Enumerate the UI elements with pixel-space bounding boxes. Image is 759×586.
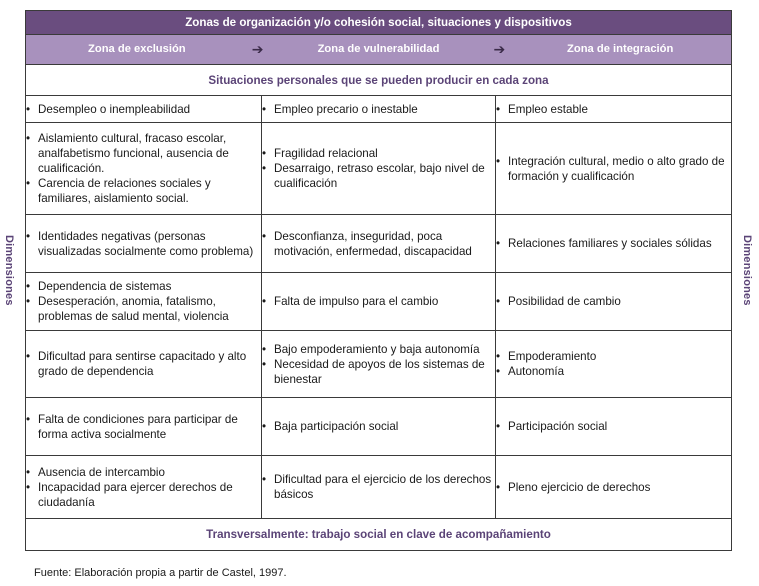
- footer-row: [26, 519, 732, 551]
- list-item: • Posibilidad de cambio: [496, 294, 731, 309]
- bullet-list: [496, 349, 731, 379]
- zone-exclusion: Zona de exclusión: [88, 43, 186, 55]
- list-item: • Empleo estable: [496, 102, 731, 117]
- list-item: • Ausencia de intercambio: [26, 465, 261, 480]
- zones-table: [25, 10, 732, 551]
- list-item: • Baja participación social: [262, 419, 495, 434]
- cell-integration: [496, 273, 732, 331]
- bullet-list: [262, 472, 495, 502]
- cell-vulnerability: [262, 456, 496, 519]
- bullet-list: [496, 419, 731, 434]
- footer-text: Transversalmente: trabajo social en clave de acompañamiento: [26, 519, 732, 551]
- list-item: • Empoderamiento: [496, 349, 731, 364]
- cell-integration: [496, 96, 732, 123]
- list-item: • Integración cultural, medio o alto grado de formación y cualificación: [496, 154, 731, 184]
- table-row: [26, 331, 732, 398]
- list-item: • Carencia de relaciones sociales y familiares, aislamiento social.: [26, 176, 261, 206]
- list-item: • Desarraigo, retraso escolar, bajo nivel de cualificación: [262, 161, 495, 191]
- cell-exclusion: [26, 398, 262, 456]
- cell-exclusion: [26, 456, 262, 519]
- list-item: • Bajo empoderamiento y baja autonomía: [262, 342, 495, 357]
- list-item: • Participación social: [496, 419, 731, 434]
- cell-integration: [496, 331, 732, 398]
- table-row: [26, 398, 732, 456]
- list-item: • Necesidad de apoyos de los sistemas de bienestar: [262, 357, 495, 387]
- bullet-list: [496, 294, 731, 309]
- side-label-left: [2, 140, 16, 400]
- bullet-list: [26, 412, 261, 442]
- table-row: [26, 215, 732, 273]
- subheader: Situaciones personales que se pueden producir en cada zona: [26, 65, 732, 96]
- table-row: [26, 123, 732, 215]
- title-row: [26, 11, 732, 35]
- list-item: • Identidades negativas (personas visualizadas socialmente como problema): [26, 229, 261, 259]
- bullet-list: [262, 419, 495, 434]
- list-item: • Desesperación, anomia, fatalismo, problemas de salud mental, violencia: [26, 294, 261, 324]
- cell-integration: [496, 456, 732, 519]
- list-item: • Fragilidad relacional: [262, 146, 495, 161]
- list-item: • Relaciones familiares y sociales sólidas: [496, 236, 731, 251]
- side-label-left-text: Dimensiones: [3, 234, 15, 306]
- arrow-right-icon: ➔: [493, 41, 506, 57]
- bullet-list: [26, 349, 261, 379]
- cell-vulnerability: [262, 273, 496, 331]
- cell-vulnerability: [262, 96, 496, 123]
- arrow-right-icon: ➔: [251, 41, 264, 57]
- table-row: [26, 456, 732, 519]
- subheader-row: [26, 65, 732, 96]
- list-item: • Falta de condiciones para participar de forma activa socialmente: [26, 412, 261, 442]
- cell-vulnerability: [262, 123, 496, 215]
- table-row: [26, 273, 732, 331]
- bullet-list: [496, 154, 731, 184]
- bullet-list: [262, 342, 495, 387]
- table-title: Zonas de organización y/o cohesión social, situaciones y dispositivos: [26, 11, 732, 35]
- cell-exclusion: [26, 215, 262, 273]
- bullet-list: [26, 279, 261, 324]
- cell-vulnerability: [262, 215, 496, 273]
- cell-exclusion: [26, 123, 262, 215]
- cell-exclusion: [26, 273, 262, 331]
- zone-integration: Zona de integración: [567, 43, 674, 55]
- bullet-list: [496, 236, 731, 251]
- bullet-list: [26, 102, 261, 117]
- bullet-list: [262, 229, 495, 259]
- list-item: • Aislamiento cultural, fracaso escolar, analfabetismo funcional, ausencia de cualificación.: [26, 131, 261, 176]
- cell-integration: [496, 215, 732, 273]
- bullet-list: [496, 480, 731, 495]
- bullet-list: [26, 465, 261, 510]
- cell-exclusion: [26, 331, 262, 398]
- cell-vulnerability: [262, 331, 496, 398]
- side-label-right: [740, 140, 754, 400]
- cell-integration: [496, 398, 732, 456]
- side-label-right-text: Dimensiones: [741, 234, 753, 306]
- bullet-list: [262, 146, 495, 191]
- list-item: • Falta de impulso para el cambio: [262, 294, 495, 309]
- list-item: • Dificultad para sentirse capacitado y alto grado de dependencia: [26, 349, 261, 379]
- cell-exclusion: [26, 96, 262, 123]
- zones-row: [26, 35, 732, 65]
- bullet-list: [262, 102, 495, 117]
- list-item: • Empleo precario o inestable: [262, 102, 495, 117]
- zone-vulnerability: Zona de vulnerabilidad: [317, 43, 440, 55]
- list-item: • Pleno ejercicio de derechos: [496, 480, 731, 495]
- bullet-list: [26, 131, 261, 206]
- source-note: Fuente: Elaboración propia a partir de Castel, 1997.: [34, 567, 287, 579]
- bullet-list: [496, 102, 731, 117]
- list-item: • Incapacidad para ejercer derechos de ciudadanía: [26, 480, 261, 510]
- list-item: • Desempleo o inempleabilidad: [26, 102, 261, 117]
- cell-vulnerability: [262, 398, 496, 456]
- list-item: • Autonomía: [496, 364, 731, 379]
- bullet-list: [26, 229, 261, 259]
- bullet-list: [262, 294, 495, 309]
- cell-integration: [496, 123, 732, 215]
- list-item: • Dependencia de sistemas: [26, 279, 261, 294]
- table-row: [26, 96, 732, 123]
- list-item: • Dificultad para el ejercicio de los derechos básicos: [262, 472, 495, 502]
- list-item: • Desconfianza, inseguridad, poca motivación, enfermedad, discapacidad: [262, 229, 495, 259]
